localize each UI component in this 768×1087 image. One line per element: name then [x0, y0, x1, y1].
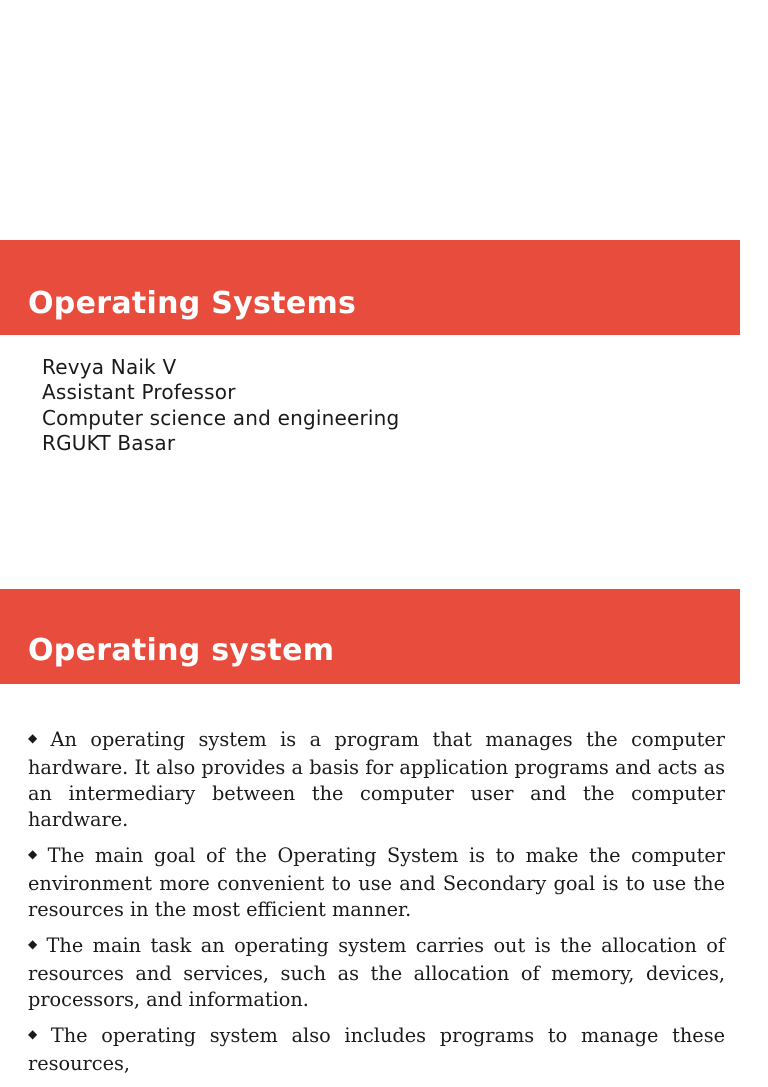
author-position: Assistant Professor — [42, 380, 236, 405]
diamond-bullet-icon: ◆ — [28, 937, 41, 951]
bullet-item — [28, 1023, 725, 1077]
diamond-bullet-icon: ◆ — [28, 731, 45, 745]
bullet-list — [28, 727, 725, 1087]
bullet-text: The main goal of the Operating System is to make the computer environment more convenient to use and Secondary goal is to use the resources in the most efficient manner. — [28, 844, 725, 921]
slide-title: Operating Systems — [28, 286, 357, 321]
bullet-item — [28, 843, 725, 923]
section-banner — [0, 589, 740, 684]
diamond-bullet-icon: ◆ — [28, 847, 42, 861]
author-institution: RGUKT Basar — [42, 430, 176, 455]
bullet-text: The main task an operating system carries out is the allocation of resources and services, such as the allocation of memory, devices, processors, and information. — [28, 934, 726, 1011]
section-title: Operating system — [28, 633, 335, 668]
bullet-text: The operating system also includes programs to manage these resources, — [28, 1024, 725, 1075]
bullet-item — [28, 727, 725, 833]
bullet-text: An operating system is a program that manages the computer hardware. It also provides a basis for application programs and acts as an intermediary between the computer user and the computer hardware. — [28, 728, 725, 831]
diamond-bullet-icon: ◆ — [28, 1027, 45, 1041]
bullet-item — [28, 933, 725, 1013]
title-banner — [0, 240, 740, 335]
author-department: Computer science and engineering — [42, 405, 400, 430]
author-name: Revya Naik V — [42, 355, 177, 379]
author-info — [42, 355, 399, 456]
